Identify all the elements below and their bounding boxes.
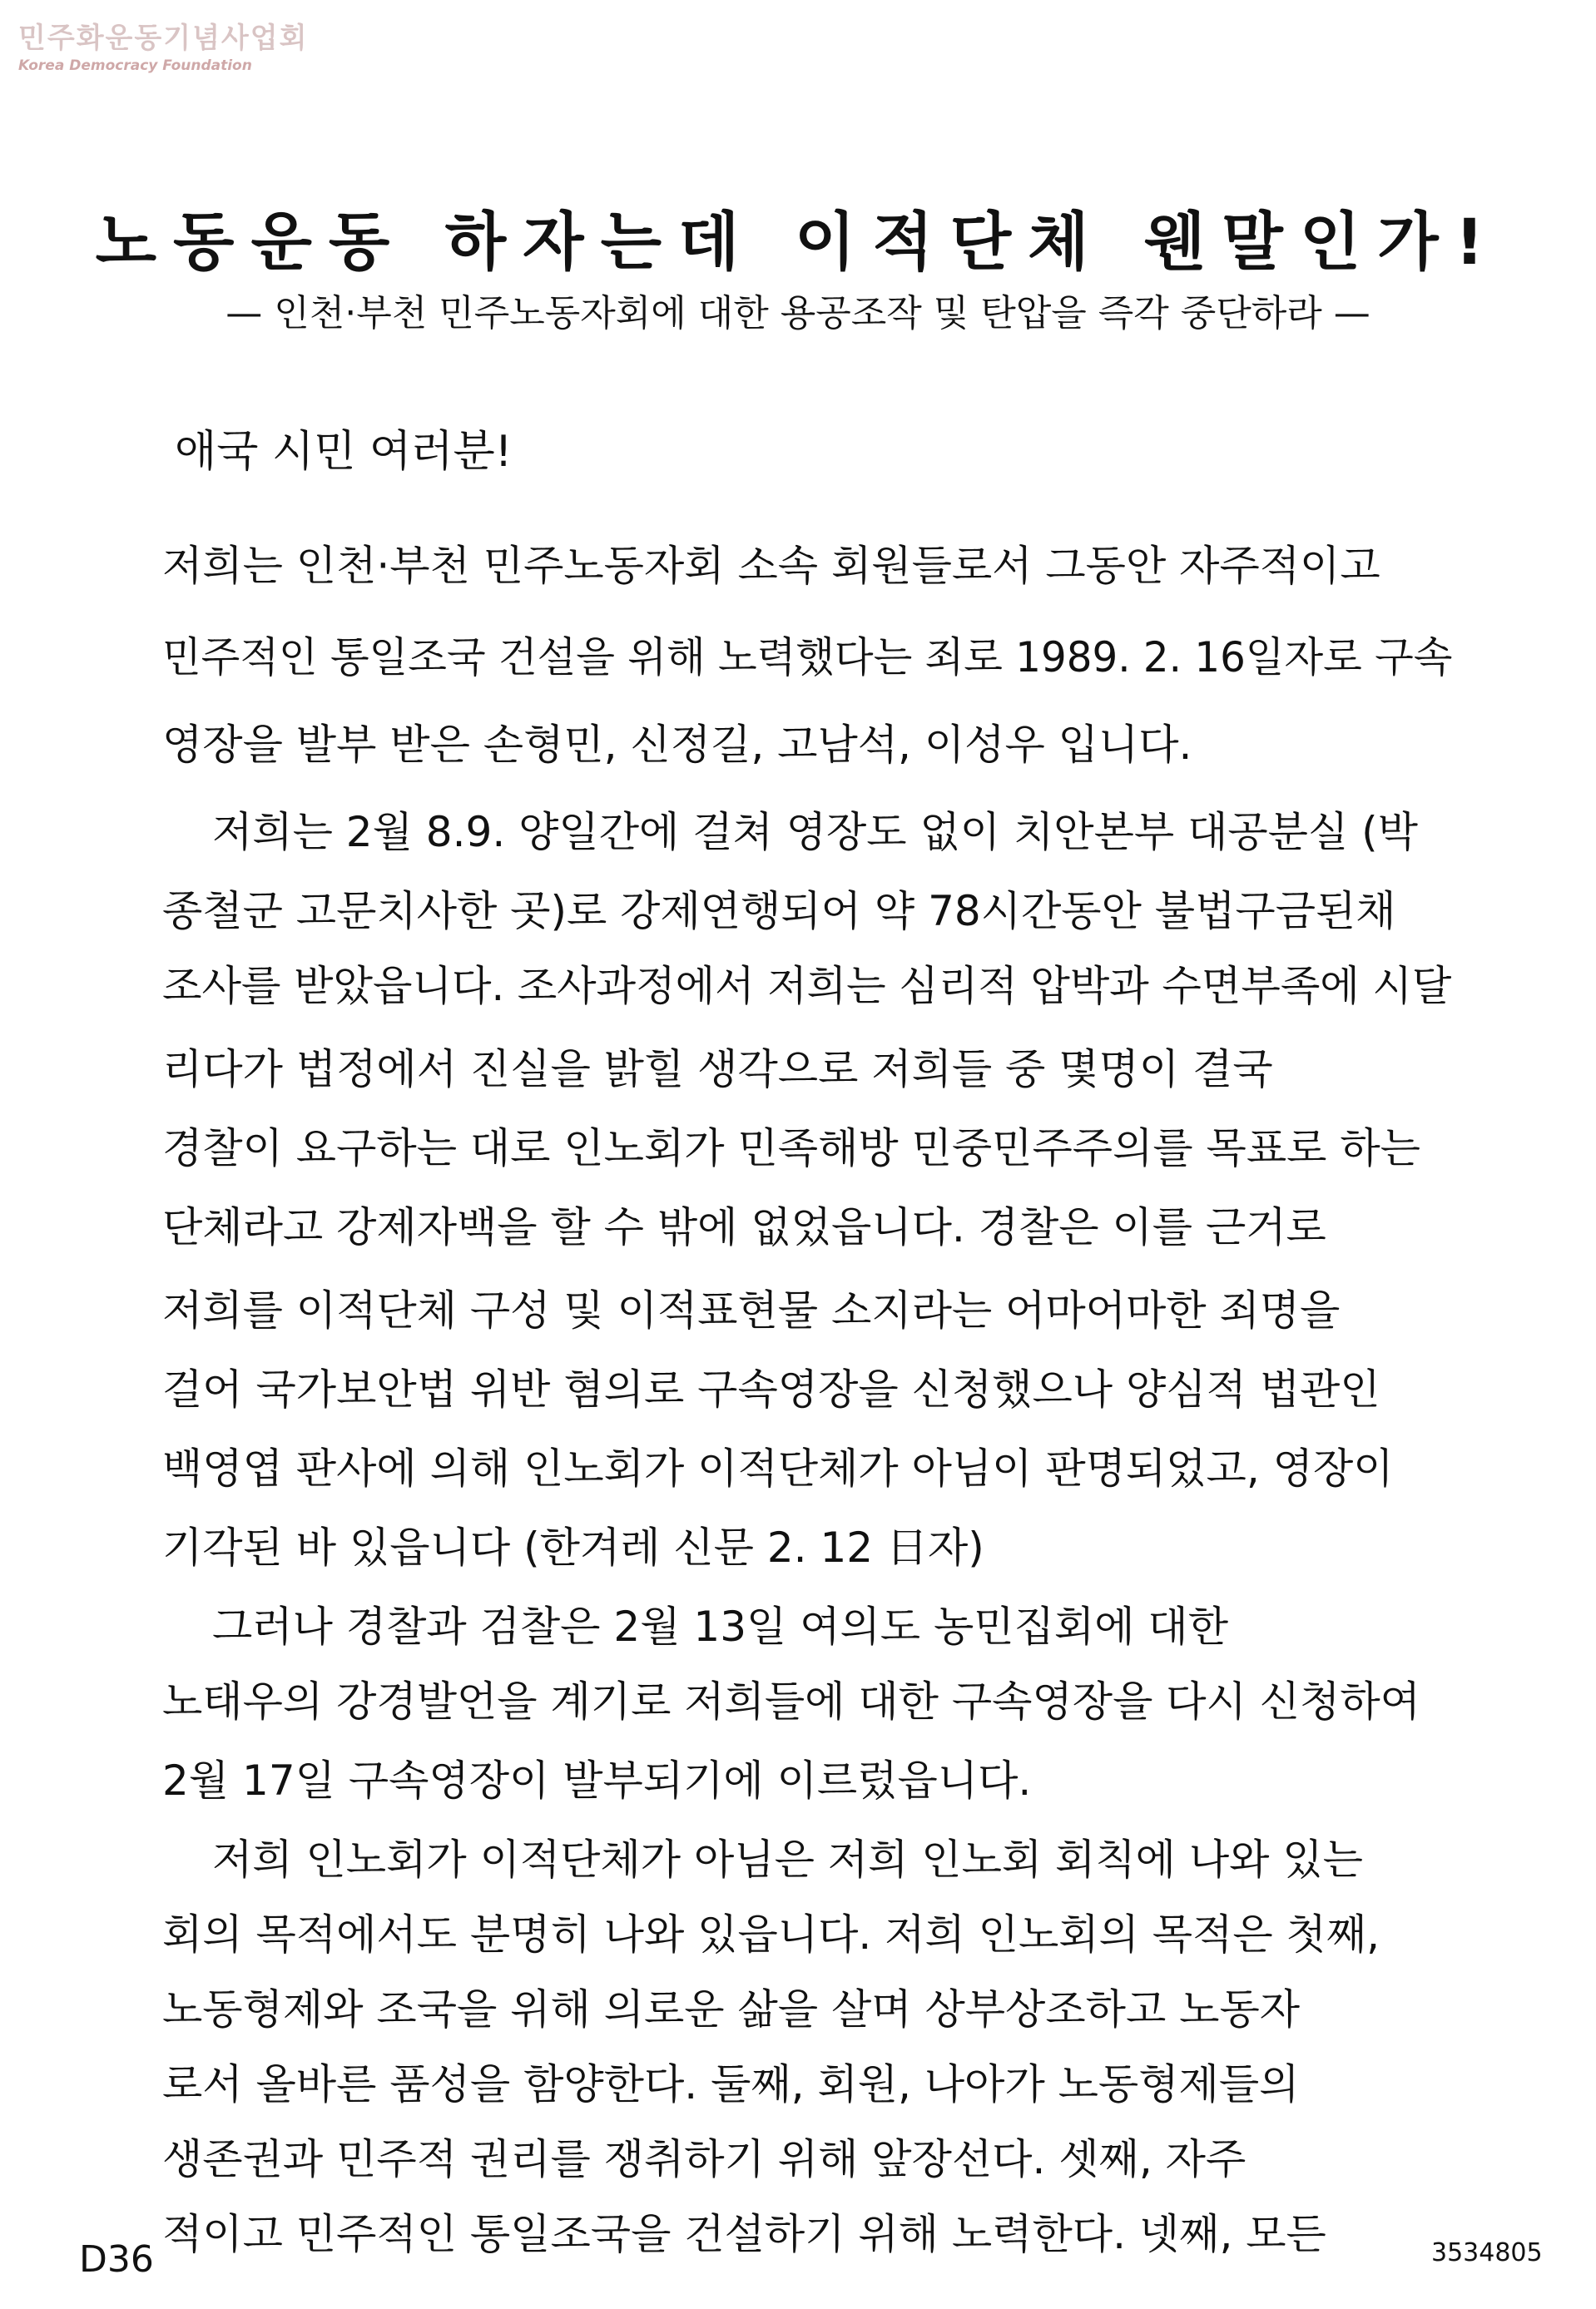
page-mark: D36: [79, 2238, 154, 2281]
document-subtitle: — 인천·부천 민주노동자회에 대한 용공조작 및 탄압을 즉각 중단하라 —: [226, 292, 1370, 334]
body-line: 노동형제와 조국을 위해 의로운 삶을 살며 상부상조하고 노동자: [162, 1985, 1301, 2034]
body-line: 그러나 경찰과 검찰은 2월 13일 여의도 농민집회에 대한: [212, 1603, 1228, 1651]
body-line: 단체라고 강제자백을 할 수 밖에 없었읍니다. 경찰은 이를 근거로: [162, 1203, 1326, 1251]
body-line: 저희 인노회가 이적단체가 아님은 저희 인노회 회칙에 나와 있는: [212, 1836, 1363, 1884]
body-line: 조사를 받았읍니다. 조사과정에서 저희는 심리적 압박과 수면부족에 시달: [162, 962, 1452, 1010]
body-line: 종철군 고문치사한 곳)로 강제연행되어 약 78시간동안 불법구금된채: [162, 887, 1396, 935]
body-line: 저희는 2월 8.9. 양일간에 걸쳐 영장도 없이 치안본부 대공분실 (박: [212, 808, 1418, 856]
body-line: 백영엽 판사에 의해 인노회가 이적단체가 아님이 판명되었고, 영장이: [162, 1444, 1394, 1493]
body-line: 회의 목적에서도 분명히 나와 있읍니다. 저희 인노회의 목적은 첫째,: [162, 1910, 1380, 1959]
watermark-korean: 민주화운동기념사업회: [18, 22, 309, 55]
body-line: 리다가 법정에서 진실을 밝힐 생각으로 저희들 중 몇명이 결국: [162, 1045, 1273, 1093]
body-line: 2월 17일 구속영장이 발부되기에 이르렀읍니다.: [162, 1757, 1032, 1805]
body-line: 민주적인 통일조국 건설을 위해 노력했다는 죄로 1989. 2. 16일자로 구속: [162, 633, 1453, 681]
body-line: 경찰이 요구하는 대로 인노회가 민족해방 민중민주주의를 목표로 하는: [162, 1124, 1420, 1172]
body-line: 걸어 국가보안법 위반 혐의로 구속영장을 신청했으나 양심적 법관인: [162, 1365, 1380, 1414]
watermark-english: Korea Democracy Foundation: [18, 57, 252, 74]
body-line: 로서 올바른 품성을 함양한다. 둘째, 회원, 나아가 노동형제들의: [162, 2060, 1300, 2108]
salutation: 애국 시민 여러분!: [175, 427, 513, 477]
document-title: 노동운동 하자는데 이적단체 웬말인가!: [95, 205, 1501, 279]
body-line: 저희는 인천·부천 민주노동자회 소속 회원들로서 그동안 자주적이고: [162, 542, 1380, 590]
body-line: 생존권과 민주적 권리를 쟁취하기 위해 앞장선다. 셋째, 자주: [162, 2135, 1247, 2183]
archive-number: 3534805: [1431, 2238, 1543, 2267]
body-line: 저희를 이적단체 구성 및 이적표현물 소지라는 어마어마한 죄명을: [162, 1286, 1341, 1335]
watermark-logo: [18, 15, 308, 74]
body-line: 노태우의 강경발언을 계기로 저희들에 대한 구속영장을 다시 신청하여: [162, 1677, 1420, 1726]
body-line: 영장을 발부 받은 손형민, 신정길, 고남석, 이성우 입니다.: [162, 721, 1192, 769]
body-line: 기각된 바 있읍니다 (한겨레 신문 2. 12 日자): [162, 1524, 984, 1572]
body-line: 적이고 민주적인 통일조국을 건설하기 위해 노력한다. 넷째, 모든: [162, 2210, 1326, 2258]
